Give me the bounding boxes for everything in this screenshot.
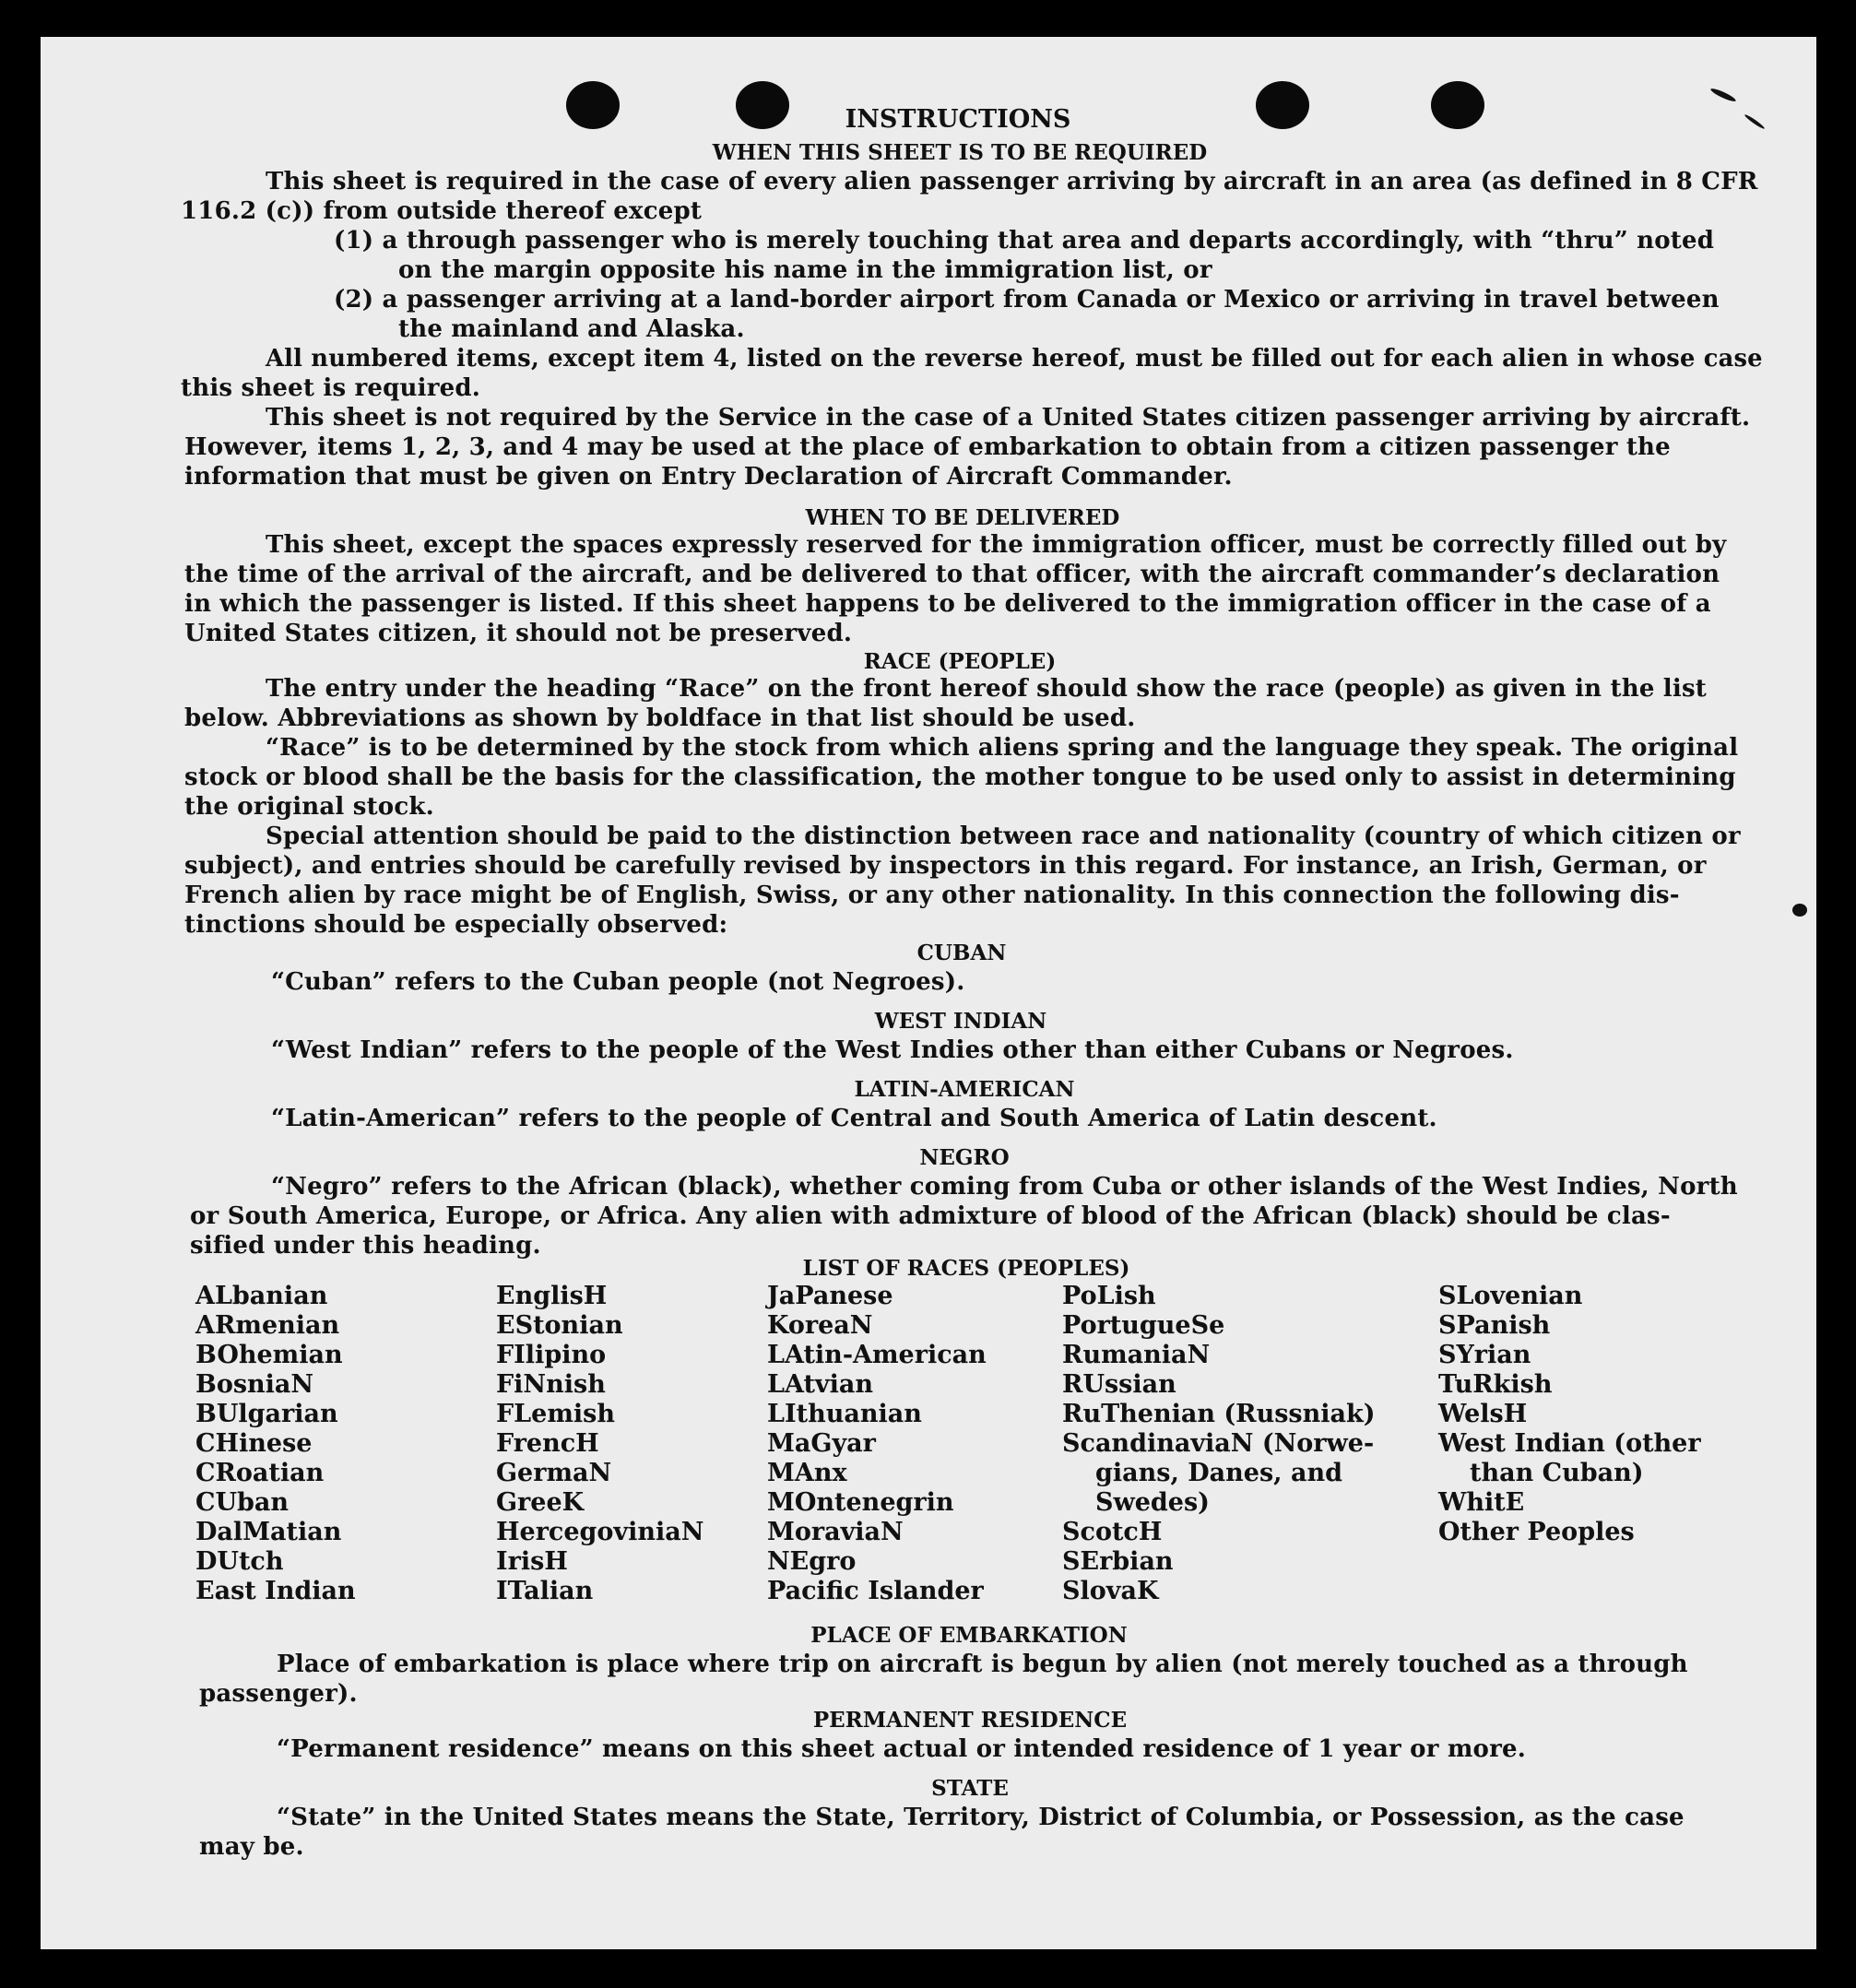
text-line: “Permanent residence” means on this sheet actual or intended residence of 1 year or more. xyxy=(277,1735,1526,1763)
text-line: below. Abbreviations as shown by boldface in that list should be used. xyxy=(184,704,1136,732)
race-item: MaGyar xyxy=(767,1429,876,1458)
section-heading-state: STATE xyxy=(931,1776,1009,1801)
text-line: this sheet is required. xyxy=(181,374,481,402)
section-heading-west-indian: WEST INDIAN xyxy=(874,1009,1047,1034)
race-item: SlovaK xyxy=(1062,1577,1159,1605)
ink-speck xyxy=(1744,113,1766,130)
text-line: “State” in the United States means the State, Territory, District of Columbia, or Possession, as the case xyxy=(277,1804,1685,1831)
text-line: stock or blood shall be the basis for the classification, the mother tongue to be used only to assist in determining xyxy=(184,763,1736,791)
section-heading-delivered: WHEN TO BE DELIVERED xyxy=(805,505,1120,530)
text-line: “West Indian” refers to the people of the West Indies other than either Cubans or Negroes. xyxy=(271,1036,1514,1064)
text-line: French alien by race might be of English, Swiss, or any other nationality. In this connection the following dis- xyxy=(184,882,1680,909)
race-item: IrisH xyxy=(496,1547,568,1576)
races-column-1 xyxy=(195,1282,356,1606)
text-line: (2) a passenger arriving at a land-border airport from Canada or Mexico or arriving in travel between xyxy=(334,286,1720,314)
text-line: However, items 1, 2, 3, and 4 may be used at the place of embarkation to obtain from a citizen passenger the xyxy=(184,433,1671,461)
text-line: in which the passenger is listed. If this sheet happens to be delivered to the immigration officer in the case of a xyxy=(184,590,1711,618)
page-title: INSTRUCTIONS xyxy=(845,105,1071,134)
race-item: JaPanese xyxy=(767,1282,893,1310)
section-heading-residence: PERMANENT RESIDENCE xyxy=(812,1708,1128,1733)
text-line: sified under this heading. xyxy=(190,1232,541,1260)
races-column-2 xyxy=(496,1282,703,1606)
text-line: This sheet is not required by the Service in the case of a United States citizen passenger arriving by aircraft. xyxy=(266,404,1751,432)
race-item: MOntenegrin xyxy=(767,1488,954,1517)
races-column-4 xyxy=(1062,1282,1376,1606)
race-item: SErbian xyxy=(1062,1547,1174,1576)
section-heading-race: RACE (PEOPLE) xyxy=(863,649,1057,674)
race-item: PortugueSe xyxy=(1062,1311,1225,1340)
text-line: Place of embarkation is place where trip on aircraft is begun by alien (not merely touched as a through xyxy=(277,1651,1688,1678)
race-item: East Indian xyxy=(195,1577,356,1605)
text-line: the original stock. xyxy=(184,793,434,821)
text-line: The entry under the heading “Race” on the front hereof should show the race (people) as given in the list xyxy=(266,675,1708,703)
text-line: 116.2 (c)) from outside thereof except xyxy=(181,197,703,225)
ink-speck xyxy=(1792,904,1807,917)
text-line: information that must be given on Entry Declaration of Aircraft Commander. xyxy=(184,463,1233,491)
race-item: FrencH xyxy=(496,1429,599,1458)
text-line: on the margin opposite his name in the immigration list, or xyxy=(398,256,1212,284)
race-item: NEgro xyxy=(767,1547,857,1576)
text-line: This sheet, except the spaces expressly reserved for the immigration officer, must be correctly filled out by xyxy=(266,531,1727,559)
race-item: TuRkish xyxy=(1438,1370,1553,1399)
race-item: West Indian (other xyxy=(1438,1429,1701,1458)
race-item: WelsH xyxy=(1438,1400,1528,1428)
race-item: CUban xyxy=(195,1488,290,1517)
race-item: gians, Danes, and xyxy=(1095,1459,1342,1487)
punch-hole xyxy=(1431,81,1484,129)
race-item: SYrian xyxy=(1438,1341,1531,1369)
races-column-3 xyxy=(767,1282,987,1606)
ink-speck xyxy=(1709,87,1737,103)
race-item: CHinese xyxy=(195,1429,313,1458)
text-line: “Race” is to be determined by the stock from which aliens spring and the language they speak. The original xyxy=(266,734,1739,762)
race-item: HercegoviniaN xyxy=(496,1518,704,1546)
text-line: the mainland and Alaska. xyxy=(398,315,745,343)
race-item: MoraviaN xyxy=(767,1518,904,1546)
race-item: RuThenian (Russniak) xyxy=(1062,1400,1376,1428)
text-line: All numbered items, except item 4, listed on the reverse hereof, must be filled out for each alien in whose case xyxy=(266,345,1763,373)
race-item: Pacific Islander xyxy=(767,1577,984,1605)
race-item: GreeK xyxy=(496,1488,585,1517)
race-item: RumaniaN xyxy=(1062,1341,1211,1369)
races-column-5 xyxy=(1438,1282,1701,1547)
text-line: the time of the arrival of the aircraft, and be delivered to that officer, with the aircraft commander’s declaration xyxy=(184,561,1720,588)
section-heading-latin-american: LATIN-AMERICAN xyxy=(854,1077,1075,1102)
text-line: tinctions should be especially observed: xyxy=(184,911,728,939)
race-item: LAtin-American xyxy=(767,1341,987,1369)
race-item: SLovenian xyxy=(1438,1282,1583,1310)
text-line: may be. xyxy=(199,1833,304,1861)
section-heading-cuban: CUBAN xyxy=(916,941,1007,965)
race-item: KoreaN xyxy=(767,1311,873,1340)
text-line: “Latin-American” refers to the people of Central and South America of Latin descent. xyxy=(271,1105,1437,1132)
race-item: MAnx xyxy=(767,1459,847,1487)
race-item: FIlipino xyxy=(496,1341,607,1369)
text-line: This sheet is required in the case of every alien passenger arriving by aircraft in an area (as defined in 8 CFR xyxy=(266,168,1758,195)
race-item: Swedes) xyxy=(1095,1488,1210,1517)
section-heading-list-of-races: LIST OF RACES (PEOPLES) xyxy=(802,1256,1130,1281)
race-item: FiNnish xyxy=(496,1370,606,1399)
race-item: BOhemian xyxy=(195,1341,343,1369)
race-item: GermaN xyxy=(496,1459,612,1487)
race-item: FLemish xyxy=(496,1400,615,1428)
punch-hole xyxy=(736,81,789,129)
text-line: or South America, Europe, or Africa. Any alien with admixture of blood of the African (black) should be clas- xyxy=(190,1202,1671,1230)
race-item: Other Peoples xyxy=(1438,1518,1635,1546)
punch-hole xyxy=(566,81,620,129)
race-item: RUssian xyxy=(1062,1370,1176,1399)
race-item: ScandinaviaN (Norwe- xyxy=(1062,1429,1375,1458)
section-heading-required: WHEN THIS SHEET IS TO BE REQUIRED xyxy=(712,140,1208,165)
race-item: ALbanian xyxy=(195,1282,328,1310)
race-item: LIthuanian xyxy=(767,1400,922,1428)
text-line: “Negro” refers to the African (black), whether coming from Cuba or other islands of the West Indies, North xyxy=(271,1173,1738,1201)
race-item: than Cuban) xyxy=(1470,1459,1644,1487)
punch-hole xyxy=(1256,81,1309,129)
text-line: subject), and entries should be carefully revised by inspectors in this regard. For instance, an Irish, German, or xyxy=(184,852,1707,880)
race-item: ARmenian xyxy=(195,1311,340,1340)
race-item: BUlgarian xyxy=(195,1400,338,1428)
text-line: (1) a through passenger who is merely touching that area and departs accordingly, with “thru” noted xyxy=(334,227,1715,254)
race-item: SPanish xyxy=(1438,1311,1551,1340)
race-item: ITalian xyxy=(496,1577,594,1605)
race-item: BosniaN xyxy=(195,1370,314,1399)
text-line: Special attention should be paid to the distinction between race and nationality (country of which citizen or xyxy=(266,822,1741,850)
race-item: PoLish xyxy=(1062,1282,1156,1310)
race-item: EStonian xyxy=(496,1311,623,1340)
race-item: CRoatian xyxy=(195,1459,325,1487)
race-item: EnglisH xyxy=(496,1282,608,1310)
document-page xyxy=(41,37,1816,1949)
text-line: “Cuban” refers to the Cuban people (not Negroes). xyxy=(271,968,965,996)
section-heading-embarkation: PLACE OF EMBARKATION xyxy=(810,1623,1128,1648)
text-line: passenger). xyxy=(199,1680,358,1708)
race-item: DUtch xyxy=(195,1547,284,1576)
race-item: ScotcH xyxy=(1062,1518,1163,1546)
race-item: LAtvian xyxy=(767,1370,874,1399)
race-item: WhitE xyxy=(1438,1488,1525,1517)
section-heading-negro: NEGRO xyxy=(919,1145,1010,1170)
text-line: United States citizen, it should not be preserved. xyxy=(184,620,853,647)
race-item: DalMatian xyxy=(195,1518,342,1546)
